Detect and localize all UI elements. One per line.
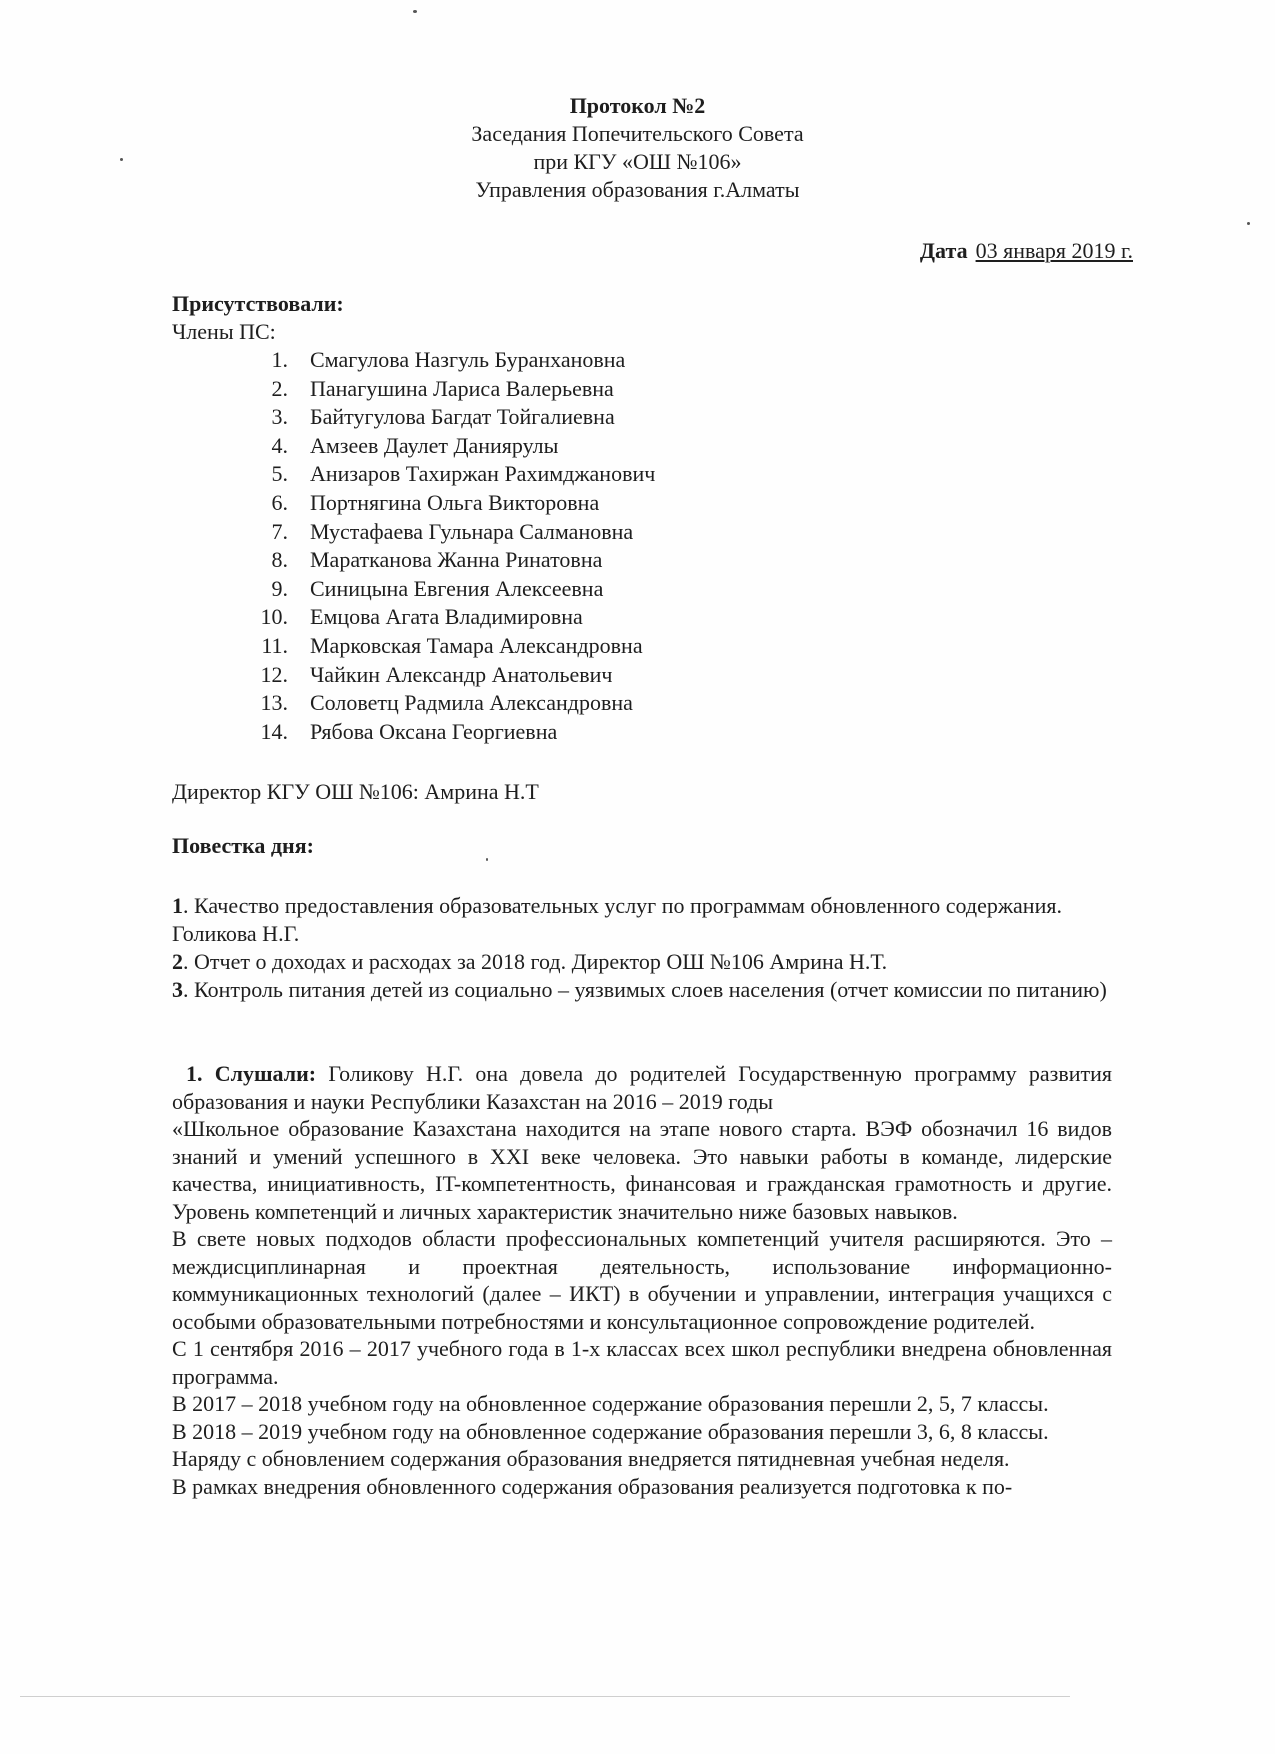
list-item-name: Панагушина Лариса Валерьевна — [310, 375, 614, 401]
list-item-name: Амзеев Даулет Даниярулы — [310, 432, 559, 458]
section-1-intro-text: Голикову Н.Г. она довела до родителей Государственную программу развития образования и науки Республики Казахстан на 2016 – 2019 годы — [172, 1061, 1112, 1114]
list-item — [244, 403, 655, 432]
list-item — [244, 346, 655, 375]
paragraph: В свете новых подходов области профессиональных компетенций учителя расширяются. Это – междисциплинарная и проектная деятельность, использование информационно-коммуникационных технологий (далее – ИКТ) в обучении и управлении, интеграция учащихся с особыми образовательными потребностями и консультационное сопровождение родителей. — [172, 1226, 1112, 1334]
list-item — [244, 603, 655, 632]
list-item-number: 1. — [271, 347, 288, 372]
list-item-number: 2. — [271, 375, 288, 401]
list-item — [244, 661, 655, 690]
scan-speck — [120, 158, 123, 161]
list-item-number: 3. — [271, 404, 288, 430]
agenda-item-text: . Отчет о доходах и расходах за 2018 год. Директор ОШ №106 Амрина Н.Т. — [183, 949, 888, 974]
agenda-item-number: 1 — [172, 893, 183, 918]
list-item — [244, 375, 655, 404]
members-list — [244, 346, 655, 746]
agenda-item-text: . Качество предоставления образовательных услуг по программам обновленного содержания. Голикова Н.Г. — [172, 893, 1062, 946]
list-item-name: Соловетц Радмила Александровна — [310, 690, 633, 716]
attendance-heading: Присутствовали: — [172, 291, 344, 316]
agenda-item-text: . Контроль питания детей из социально – уязвимых слоев населения (отчет комиссии по питанию) — [183, 977, 1107, 1002]
members-label: Члены ПС: — [172, 319, 276, 344]
list-item — [244, 575, 655, 604]
agenda-item — [172, 892, 1122, 948]
list-item-name: Мустафаева Гульнара Салмановна — [310, 518, 634, 544]
paragraph: В рамках внедрения обновленного содержания образования реализуется подготовка к по- — [172, 1473, 1013, 1499]
section-1-intro — [172, 1060, 1112, 1115]
list-item-name: Портнягина Ольга Викторовна — [310, 489, 600, 515]
list-item-number: 11. — [261, 632, 288, 658]
scan-speck — [1247, 222, 1250, 225]
scan-speck — [486, 858, 488, 861]
list-item-number: 5. — [271, 461, 288, 487]
agenda-item-number: 2 — [172, 949, 183, 974]
list-item-name: Емцова Агата Владимировна — [310, 604, 583, 630]
list-item — [244, 432, 655, 461]
date-value: 03 января 2019 г. — [975, 238, 1133, 263]
section-1 — [172, 1060, 1112, 1500]
list-item-number: 10. — [260, 604, 288, 630]
paragraph: В 2018 – 2019 учебном году на обновленное содержание образования перешли 3, 6, 8 классы. — [172, 1418, 1049, 1444]
list-item-name: Маратканова Жанна Ринатовна — [310, 547, 603, 573]
list-item-number: 4. — [271, 432, 288, 458]
section-1-heading: 1. Слушали: — [186, 1061, 317, 1086]
header-line-2: при КГУ «ОШ №106» — [533, 149, 742, 174]
list-item-number: 8. — [271, 547, 288, 573]
list-item — [244, 689, 655, 718]
list-item-number: 13. — [260, 690, 288, 716]
date-label: Дата — [919, 238, 968, 263]
list-item-name: Смагулова Назгуль Буранхановна — [310, 347, 626, 372]
list-item-name: Марковская Тамара Александровна — [310, 632, 643, 658]
list-item-number: 6. — [271, 489, 288, 515]
list-item-name: Синицына Евгения Алексеевна — [310, 575, 604, 601]
agenda-item — [172, 976, 1122, 1004]
list-item-number: 14. — [260, 718, 288, 744]
agenda-list — [172, 892, 1122, 1004]
list-item-name: Байтугулова Багдат Тойгалиевна — [310, 404, 615, 430]
list-item-number: 9. — [271, 575, 288, 601]
header-line-3: Управления образования г.Алматы — [475, 177, 800, 202]
agenda-item — [172, 948, 1122, 976]
list-item — [244, 489, 655, 518]
header-line-1: Заседания Попечительского Совета — [471, 121, 804, 146]
list-item — [244, 718, 655, 747]
protocol-title: Протокол №2 — [569, 93, 706, 118]
paragraph: С 1 сентября 2016 – 2017 учебного года в 1-х классах всех школ республики внедрена обновленная программа. — [172, 1336, 1112, 1389]
paragraph: «Школьное образование Казахстана находится на этапе нового старта. ВЭФ обозначил 16 видов знаний и умений успешного в XXI веке человека. Это навыки работы в команде, лидерские качества, инициативность, IT-компетентность, финансовая и гражданская грамотность и другие. Уровень компетенций и личных характеристик значительно ниже базовых навыков. — [172, 1116, 1112, 1224]
list-item-number: 7. — [271, 518, 288, 544]
paragraph: Наряду с обновлением содержания образования внедряется пятидневная учебная неделя. — [172, 1446, 1010, 1471]
list-item — [244, 546, 655, 575]
paragraph: В 2017 – 2018 учебном году на обновленное содержание образования перешли 2, 5, 7 классы. — [172, 1391, 1049, 1416]
list-item — [244, 460, 655, 489]
director-line: Директор КГУ ОШ №106: Амрина Н.Т — [172, 779, 539, 804]
scan-speck — [413, 10, 417, 13]
date-line — [920, 238, 1133, 264]
list-item — [244, 518, 655, 547]
list-item-number: 12. — [260, 661, 288, 687]
list-item-name: Рябова Оксана Георгиевна — [310, 718, 558, 744]
bottom-scan-line — [20, 1696, 1070, 1697]
list-item-name: Чайкин Александр Анатольевич — [310, 661, 613, 687]
list-item-name: Анизаров Тахиржан Рахимджанович — [310, 461, 656, 487]
agenda-item-number: 3 — [172, 977, 183, 1002]
document-header — [0, 92, 1275, 204]
list-item — [244, 632, 655, 661]
attendance-heading-block — [172, 290, 1132, 346]
agenda-heading: Повестка дня: — [172, 833, 314, 858]
